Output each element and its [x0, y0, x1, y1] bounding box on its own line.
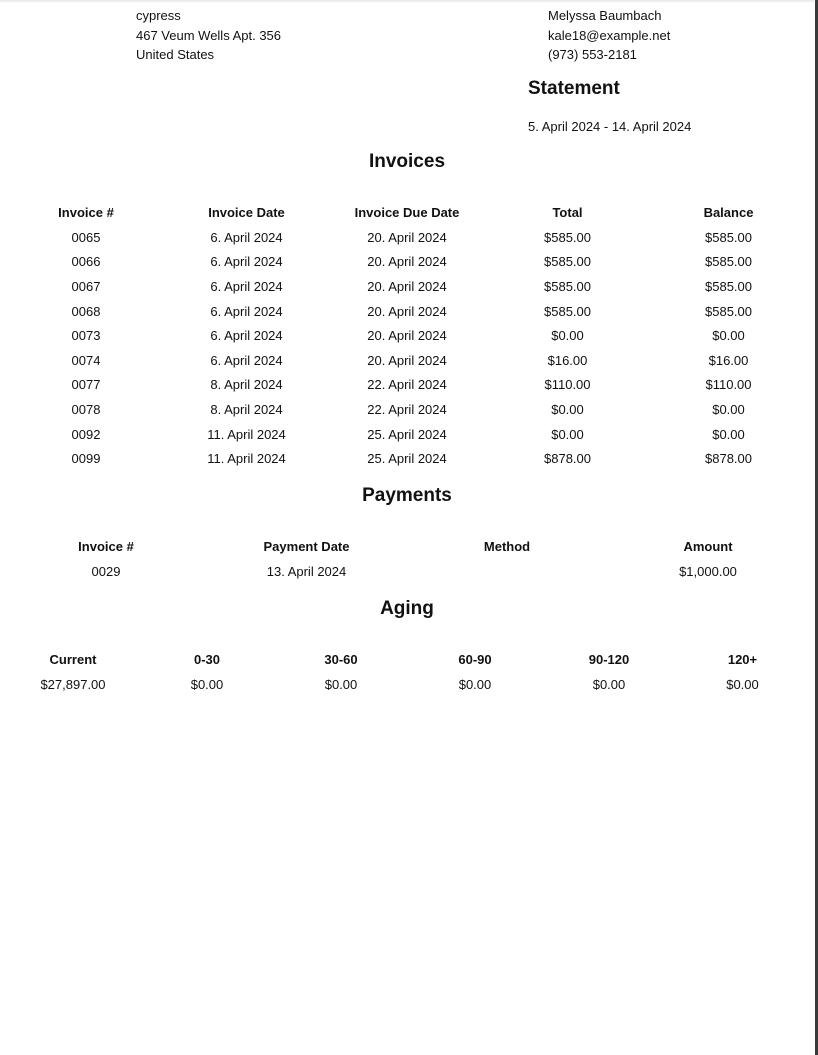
invoice-header-invoice: Invoice #	[58, 204, 114, 220]
invoice-cell-balance: $0.00	[712, 426, 745, 442]
aging-title: Aging	[380, 598, 434, 619]
table-row	[6, 373, 809, 398]
invoice-cell-invoice-due-date: 20. April 2024	[367, 254, 447, 270]
invoices-header-row	[6, 199, 809, 225]
recipient-contact	[548, 6, 670, 65]
invoice-cell-invoice: 0068	[71, 303, 101, 319]
table-row	[6, 299, 809, 324]
invoice-cell-invoice: 0067	[71, 278, 101, 294]
invoice-cell-balance: $878.00	[705, 451, 752, 467]
aging-value-90-120: $0.00	[592, 676, 626, 692]
invoice-cell-invoice: 0092	[71, 426, 101, 442]
invoice-cell-invoice-date: 8. April 2024	[210, 401, 283, 417]
recipient-phone: (973) 553-2181	[548, 47, 637, 62]
aging-table	[6, 646, 809, 697]
invoice-cell-balance: $16.00	[708, 352, 749, 368]
sender-street: 467 Veum Wells Apt. 356	[136, 27, 282, 43]
aging-value-0-30: $0.00	[190, 676, 224, 692]
invoice-cell-total: $0.00	[551, 328, 584, 344]
invoice-cell-balance: $0.00	[712, 328, 745, 344]
invoice-cell-invoice: 0078	[71, 401, 101, 417]
invoices-title: Invoices	[368, 151, 446, 172]
page-top-edge	[0, 0, 814, 3]
statement-title: Statement	[528, 78, 620, 99]
invoice-cell-balance: $0.00	[712, 401, 745, 417]
payment-cell-method	[407, 559, 607, 584]
aging-value-120: $0.00	[726, 676, 759, 692]
invoice-header-total: Total	[552, 204, 583, 220]
invoice-cell-balance: $585.00	[705, 278, 752, 294]
invoice-cell-invoice-due-date: 20. April 2024	[367, 229, 447, 245]
payment-header-amount: Amount	[683, 538, 733, 554]
aging-value-30-60: $0.00	[324, 676, 358, 692]
invoice-header-invoice-due-date: Invoice Due Date	[354, 204, 460, 220]
payment-cell-invoice: 0029	[91, 563, 121, 579]
invoice-cell-balance: $585.00	[705, 229, 752, 245]
invoice-cell-invoice-date: 6. April 2024	[210, 303, 283, 319]
invoice-cell-invoice-date: 6. April 2024	[210, 328, 283, 344]
invoice-cell-invoice-due-date: 20. April 2024	[367, 328, 447, 344]
payments-title: Payments	[362, 485, 452, 506]
payment-header-method: Method	[483, 538, 531, 554]
table-row	[6, 348, 809, 373]
sender-country: United States	[136, 47, 215, 62]
invoice-cell-balance: $110.00	[705, 377, 752, 393]
aging-values-row	[6, 672, 809, 697]
invoice-cell-total: $16.00	[547, 352, 588, 368]
sender-address	[136, 6, 281, 65]
invoice-cell-invoice: 0065	[71, 229, 101, 245]
invoice-cell-invoice-date: 6. April 2024	[210, 278, 283, 294]
sender-name: cypress	[136, 8, 181, 23]
invoice-cell-total: $878.00	[544, 451, 591, 467]
invoice-cell-invoice: 0073	[71, 328, 101, 344]
invoice-cell-invoice-due-date: 20. April 2024	[367, 303, 447, 319]
invoice-cell-invoice-date: 6. April 2024	[210, 254, 283, 270]
table-row	[6, 274, 809, 299]
invoice-header-invoice-date: Invoice Date	[208, 204, 285, 220]
payment-header-invoice: Invoice #	[78, 538, 134, 554]
table-row	[6, 225, 809, 250]
invoice-cell-total: $0.00	[551, 426, 584, 442]
table-row	[6, 323, 809, 348]
invoice-cell-invoice-date: 6. April 2024	[210, 352, 283, 368]
aging-header-30-60: 30-60	[324, 651, 358, 667]
aging-value-current: $27,897.00	[40, 676, 106, 692]
recipient-email: kale18@example.net	[548, 27, 671, 43]
aging-header-row	[6, 646, 809, 672]
table-row	[6, 250, 809, 275]
invoice-cell-balance: $585.00	[705, 254, 752, 270]
payments-header-row	[6, 533, 809, 559]
aging-header-90-120: 90-120	[588, 651, 630, 667]
invoice-cell-invoice: 0077	[71, 377, 101, 393]
aging-header-120: 120+	[727, 651, 758, 667]
invoice-cell-invoice-due-date: 22. April 2024	[367, 377, 447, 393]
payment-cell-amount: $1,000.00	[679, 563, 737, 579]
statement-date-range: 5. April 2024 - 14. April 2024	[528, 119, 692, 134]
invoice-cell-total: $0.00	[551, 401, 584, 417]
aging-header-60-90: 60-90	[458, 651, 492, 667]
aging-value-60-90: $0.00	[458, 676, 492, 692]
table-row	[6, 422, 809, 447]
payments-table	[6, 533, 809, 584]
invoices-table	[6, 199, 809, 471]
invoice-cell-balance: $585.00	[705, 303, 752, 319]
invoice-cell-invoice-due-date: 20. April 2024	[367, 352, 447, 368]
payment-cell-payment-date: 13. April 2024	[266, 563, 347, 579]
invoice-cell-invoice-due-date: 25. April 2024	[367, 451, 447, 467]
invoice-cell-total: $110.00	[544, 377, 591, 393]
invoice-cell-invoice: 0066	[71, 254, 101, 270]
invoice-cell-invoice-date: 11. April 2024	[207, 451, 286, 467]
invoice-cell-invoice-date: 11. April 2024	[207, 426, 286, 442]
invoice-cell-total: $585.00	[544, 229, 591, 245]
table-row	[6, 397, 809, 422]
invoice-header-balance: Balance	[703, 204, 754, 220]
aging-header-0-30: 0-30	[193, 651, 221, 667]
invoice-cell-total: $585.00	[544, 278, 591, 294]
invoice-cell-invoice: 0099	[71, 451, 101, 467]
invoice-cell-invoice-due-date: 22. April 2024	[367, 401, 447, 417]
invoice-cell-invoice-date: 8. April 2024	[210, 377, 283, 393]
invoice-cell-invoice-date: 6. April 2024	[210, 229, 283, 245]
invoice-cell-total: $585.00	[544, 303, 591, 319]
table-row	[6, 559, 809, 584]
invoice-cell-invoice-due-date: 20. April 2024	[367, 278, 447, 294]
recipient-name: Melyssa Baumbach	[548, 8, 662, 23]
invoice-cell-invoice: 0074	[71, 352, 101, 368]
aging-header-current: Current	[49, 651, 97, 667]
table-row	[6, 446, 809, 471]
invoice-cell-invoice-due-date: 25. April 2024	[367, 426, 447, 442]
invoice-cell-total: $585.00	[544, 254, 591, 270]
payment-header-payment-date: Payment Date	[263, 538, 350, 554]
